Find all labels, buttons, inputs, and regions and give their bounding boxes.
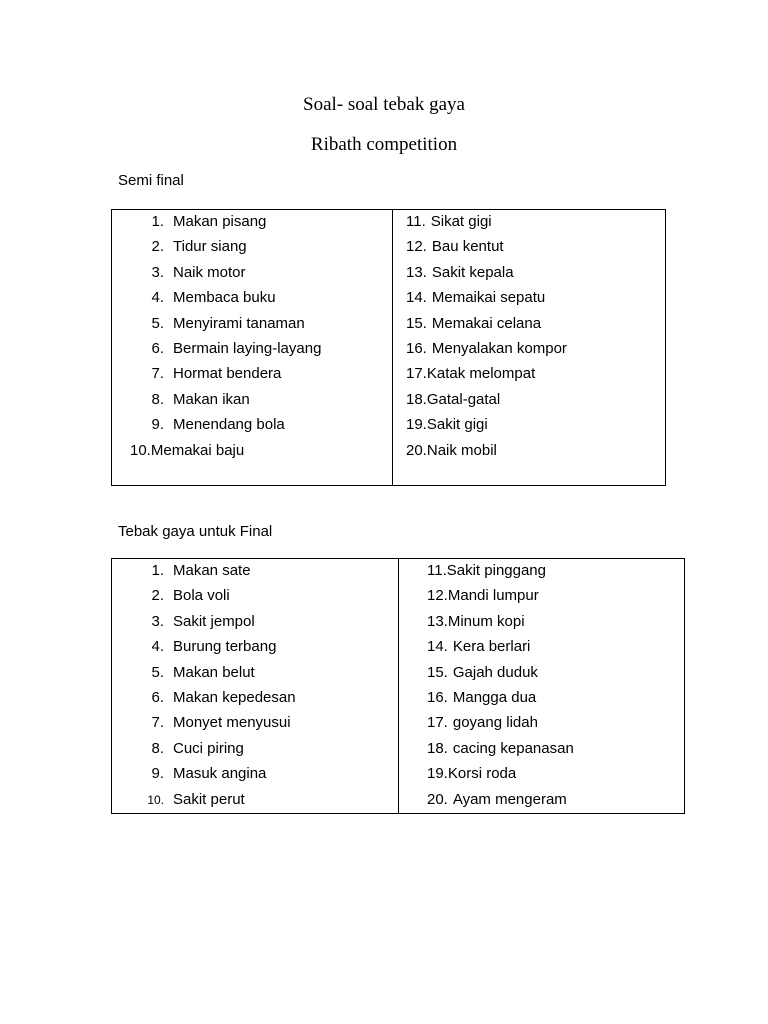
- item-number: 9.: [151, 765, 164, 783]
- item-text: Sikat gigi: [430, 213, 492, 230]
- item-text: Cuci piring: [173, 739, 244, 757]
- item-number: 2.: [151, 587, 164, 605]
- list-item: [112, 313, 321, 338]
- list-item: [112, 662, 296, 687]
- list-item: [112, 389, 321, 414]
- list-item: [112, 636, 296, 661]
- list-item: [406, 414, 567, 439]
- item-number: 1.: [151, 213, 164, 230]
- item-text: Menyirami tanaman: [173, 314, 305, 332]
- item-number: 14.: [406, 289, 427, 307]
- item-text: Korsi roda: [447, 765, 517, 783]
- list-item: [112, 585, 296, 610]
- item-number: 6.: [151, 339, 164, 357]
- item-text: Memakai celana: [431, 314, 542, 332]
- item-text: Masuk angina: [173, 765, 267, 783]
- list-item: [112, 560, 296, 585]
- item-number: 15.: [427, 663, 448, 681]
- item-text: Mangga dua: [452, 688, 537, 706]
- item-text: Makan kepedesan: [173, 688, 296, 706]
- list-item: [427, 560, 574, 585]
- semi-final-right-column: [406, 211, 567, 465]
- item-number: 1.: [151, 562, 164, 579]
- item-text: Minum kopi: [447, 612, 525, 630]
- item-number: 14.: [427, 638, 448, 656]
- item-text: Tidur siang: [173, 238, 247, 256]
- item-number: 10.: [147, 792, 164, 807]
- item-text: Burung terbang: [173, 638, 277, 656]
- item-number: 4.: [151, 289, 164, 307]
- item-number: 13.: [427, 612, 448, 630]
- item-text: Naik mobil: [426, 441, 497, 459]
- item-number: 12.: [427, 587, 448, 605]
- item-number: 17.: [406, 365, 427, 383]
- item-number: 3.: [151, 263, 164, 281]
- item-number: 20.: [406, 441, 427, 459]
- item-text: Makan sate: [173, 562, 251, 579]
- column-divider: [398, 559, 399, 813]
- item-text: Memakai baju: [150, 441, 245, 459]
- list-item: [112, 789, 296, 814]
- list-item: [112, 236, 321, 261]
- final-label: Tebak gaya untuk Final: [118, 523, 273, 540]
- item-text: Menyalakan kompor: [431, 339, 567, 357]
- final-table: [111, 558, 685, 814]
- list-item: [112, 687, 296, 712]
- list-item: [406, 287, 567, 312]
- list-item: [427, 585, 574, 610]
- item-text: Gatal-gatal: [426, 390, 501, 408]
- item-text: Bau kentut: [431, 238, 504, 256]
- item-text: Membaca buku: [173, 289, 276, 307]
- item-text: Kera berlari: [452, 638, 531, 656]
- item-number: 7.: [151, 365, 164, 383]
- item-number: 2.: [151, 238, 164, 256]
- list-item: [112, 763, 296, 788]
- list-item: [406, 236, 567, 261]
- semi-final-label: Semi final: [118, 172, 184, 189]
- item-number: 18.: [406, 390, 427, 408]
- item-text: Menendang bola: [173, 416, 285, 434]
- item-number: 5.: [151, 663, 164, 681]
- page-title: Soal- soal tebak gaya: [303, 94, 465, 115]
- item-text: Ayam mengeram: [452, 790, 567, 808]
- list-item: [112, 287, 321, 312]
- item-number: 18.: [427, 739, 448, 757]
- list-item: [406, 363, 567, 388]
- item-text: Makan ikan: [173, 390, 250, 408]
- list-item: [112, 712, 296, 737]
- list-item: [406, 262, 567, 287]
- list-item: [406, 389, 567, 414]
- item-number: 3.: [151, 612, 164, 630]
- item-text: Sakit gigi: [426, 416, 488, 434]
- item-number: 9.: [151, 416, 164, 434]
- item-text: Naik motor: [173, 263, 246, 281]
- item-number: 13.: [406, 263, 427, 281]
- semi-final-table: [111, 209, 666, 486]
- item-text: cacing kepanasan: [452, 739, 574, 757]
- item-number: 6.: [151, 688, 164, 706]
- list-item: [427, 687, 574, 712]
- list-item: [406, 313, 567, 338]
- item-text: Gajah duduk: [452, 663, 538, 681]
- item-number: 17.: [427, 714, 448, 732]
- item-text: Sakit kepala: [431, 263, 514, 281]
- list-item: [406, 338, 567, 363]
- list-item: [427, 789, 574, 814]
- semi-final-left-column: [112, 211, 321, 465]
- list-item: [427, 712, 574, 737]
- item-text: Sakit perut: [173, 790, 245, 808]
- item-number: 8.: [151, 739, 164, 757]
- list-item: [427, 662, 574, 687]
- item-text: Monyet menyusui: [173, 714, 291, 732]
- list-item: [406, 211, 567, 236]
- item-number: 19.: [427, 765, 448, 783]
- page-subtitle: Ribath competition: [310, 134, 458, 155]
- item-text: Makan pisang: [173, 213, 267, 230]
- list-item: [427, 763, 574, 788]
- list-item: [112, 211, 321, 236]
- list-item: [406, 440, 567, 465]
- item-number: 8.: [151, 390, 164, 408]
- list-item: [112, 363, 321, 388]
- list-item: [112, 262, 321, 287]
- list-item: [112, 414, 321, 439]
- item-text: Mandi lumpur: [447, 587, 539, 605]
- list-item: [427, 738, 574, 763]
- item-number: 16.: [406, 339, 427, 357]
- item-text: Hormat bendera: [173, 365, 282, 383]
- item-text: goyang lidah: [452, 714, 538, 732]
- item-number: 11.: [427, 562, 447, 579]
- list-item: [427, 636, 574, 661]
- item-text: Sakit pinggang: [446, 562, 546, 579]
- list-item: [112, 611, 296, 636]
- item-number: 15.: [406, 314, 427, 332]
- list-item: [112, 440, 321, 465]
- item-text: Katak melompat: [426, 365, 536, 383]
- item-number: 12.: [406, 238, 427, 256]
- list-item: [112, 738, 296, 763]
- item-number: 20.: [427, 790, 448, 808]
- item-number: 10.: [130, 441, 151, 459]
- column-divider: [392, 210, 393, 485]
- item-number: 19.: [406, 416, 427, 434]
- item-text: Memaikai sepatu: [431, 289, 546, 307]
- item-text: Makan belut: [173, 663, 255, 681]
- list-item: [112, 338, 321, 363]
- item-text: Sakit jempol: [173, 612, 255, 630]
- item-text: Bermain laying-layang: [173, 339, 322, 357]
- list-item: [427, 611, 574, 636]
- item-number: 4.: [151, 638, 164, 656]
- item-text: Bola voli: [173, 587, 230, 605]
- final-left-column: [112, 560, 296, 814]
- item-number: 16.: [427, 688, 448, 706]
- final-right-column: [427, 560, 574, 814]
- item-number: 5.: [151, 314, 164, 332]
- item-number: 11.: [406, 213, 426, 230]
- item-number: 7.: [151, 714, 164, 732]
